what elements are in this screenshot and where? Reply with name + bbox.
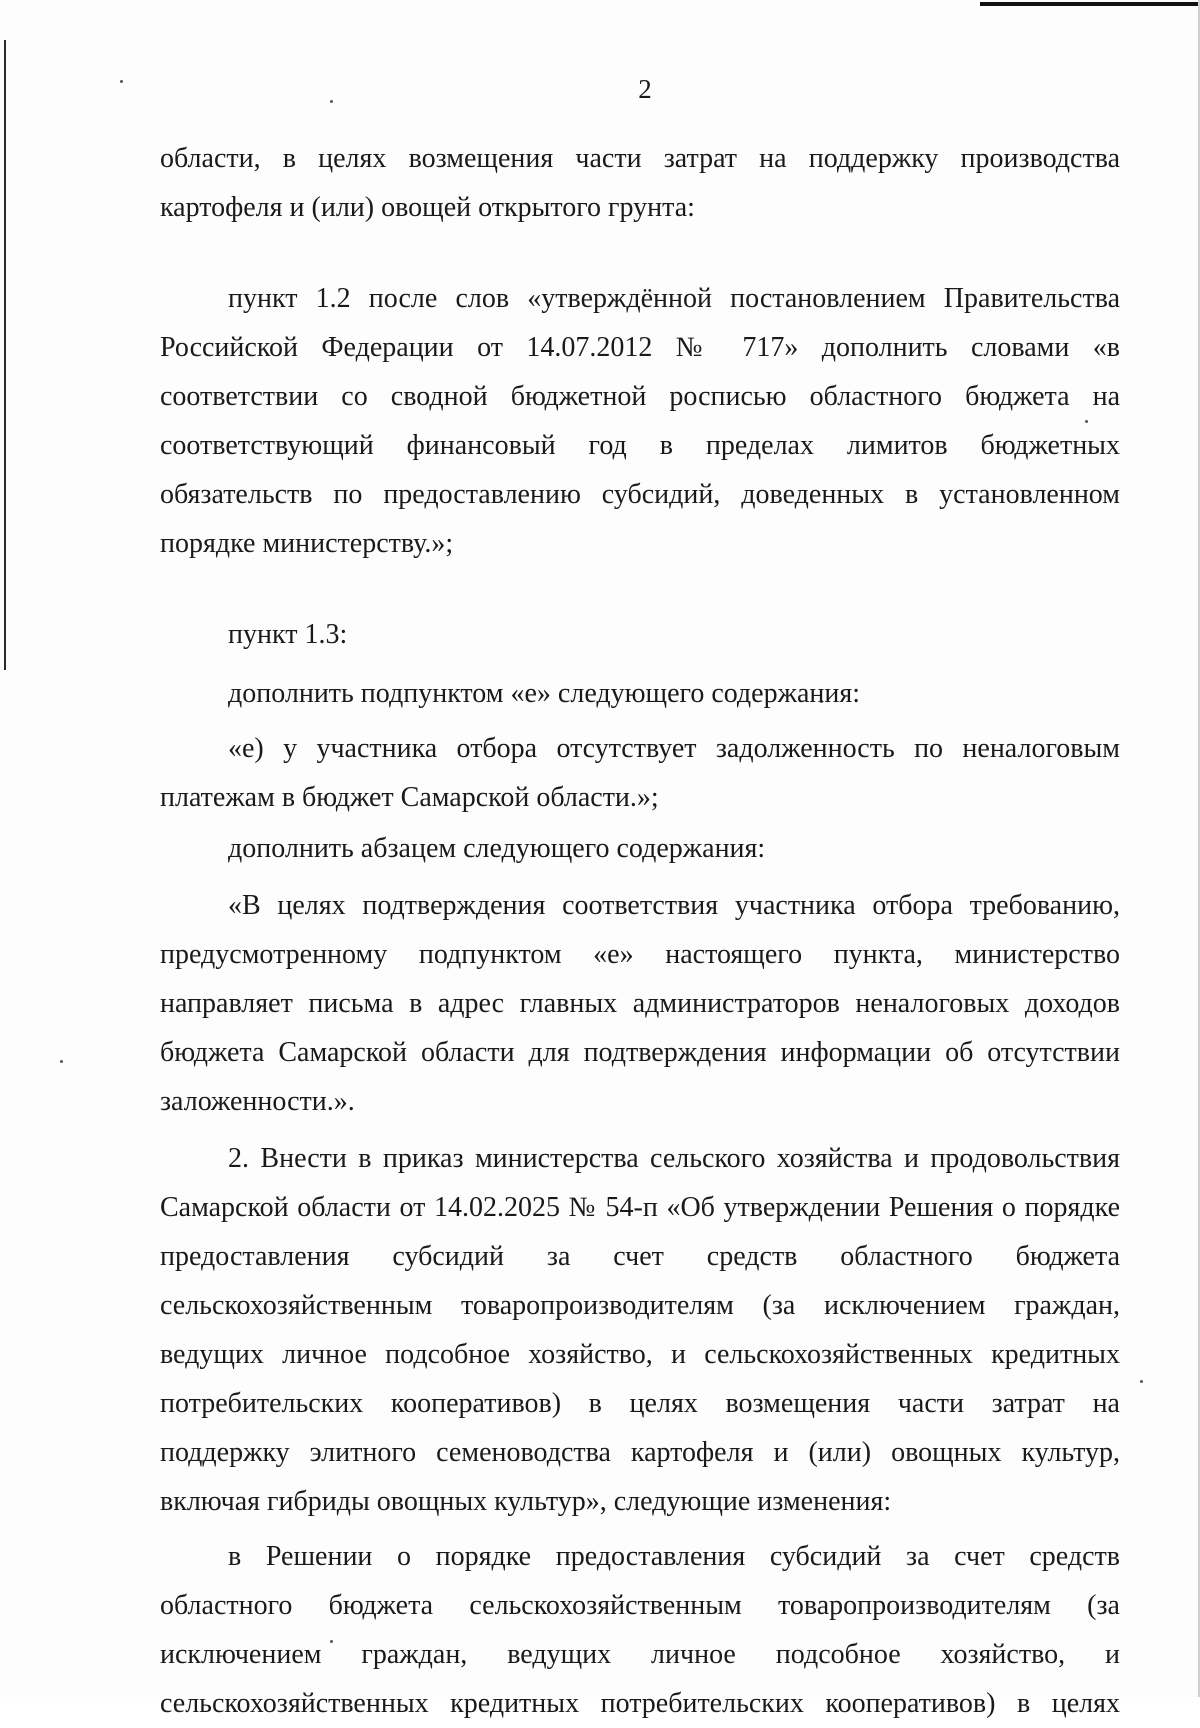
- text-line: «В целях подтверждения соответствия участника отбора требованию,: [228, 890, 1120, 921]
- text-line: направляет письма в адрес главных администраторов неналоговых доходов: [160, 988, 1120, 1019]
- text-line: дополнить абзацем следующего содержания:: [228, 833, 766, 864]
- text-line: области, в целях возмещения части затрат на поддержку производства: [160, 143, 1120, 174]
- document-body: [160, 134, 1120, 1728]
- text-line: соответствии со сводной бюджетной росписью областного бюджета на: [160, 381, 1120, 412]
- text-line: исключением граждан, ведущих личное подсобное хозяйство, и: [160, 1639, 1120, 1670]
- scan-speck: [1140, 1380, 1143, 1383]
- text-line: сельскохозяйственных кредитных потребительских кооперативов) в целях: [160, 1688, 1120, 1719]
- text-line: ведущих личное подсобное хозяйство, и сельскохозяйственных кредитных: [160, 1339, 1120, 1370]
- text-line: потребительских кооперативов) в целях возмещения части затрат на: [160, 1388, 1120, 1419]
- text-line: соответствующий финансовый год в пределах лимитов бюджетных: [160, 430, 1120, 461]
- text-line: поддержку элитного семеноводства картофеля и (или) овощных культур,: [160, 1437, 1120, 1468]
- text-line: в Решении о порядке предоставления субсидий за счет средств: [228, 1541, 1120, 1572]
- scan-top-edge: [980, 2, 1200, 6]
- text-line: бюджета Самарской области для подтверждения информации об отсутствии: [160, 1037, 1120, 1068]
- text-line: заложенности.».: [160, 1086, 355, 1117]
- text-line: Российской Федерации от 14.07.2012 № 717» дополнить словами «в: [160, 332, 1120, 363]
- text-line: предусмотренному подпунктом «е» настоящего пункта, министерство: [160, 939, 1120, 970]
- text-line: платежам в бюджет Самарской области.»;: [160, 782, 659, 813]
- text-line: сельскохозяйственным товаропроизводителям (за исключением граждан,: [160, 1290, 1120, 1321]
- text-line: дополнить подпунктом «е» следующего содержания:: [228, 678, 861, 709]
- text-line: обязательств по предоставлению субсидий, доведенных в установленном: [160, 479, 1120, 510]
- text-line: пункт 1.3:: [228, 619, 348, 650]
- scan-speck: [60, 1060, 63, 1063]
- text-line: 2. Внести в приказ министерства сельского хозяйства и продовольствия: [228, 1143, 1120, 1174]
- text-line: картофеля и (или) овощей открытого грунта:: [160, 192, 695, 223]
- scan-left-edge: [4, 40, 6, 670]
- text-line: пункт 1.2 после слов «утверждённой постановлением Правительства: [228, 283, 1120, 314]
- page-number: 2: [638, 74, 652, 104]
- text-line: порядке министерству.»;: [160, 528, 454, 559]
- text-line: включая гибриды овощных культур», следующие изменения:: [160, 1486, 892, 1517]
- text-line: Самарской области от 14.02.2025 № 54-п «Об утверждении Решения о порядке: [160, 1192, 1120, 1223]
- text-line: «е) у участника отбора отсутствует задолженность по неналоговым: [228, 733, 1120, 764]
- text-line: предоставления субсидий за счет средств областного бюджета: [160, 1241, 1120, 1272]
- text-line: областного бюджета сельскохозяйственным товаропроизводителям (за: [160, 1590, 1120, 1621]
